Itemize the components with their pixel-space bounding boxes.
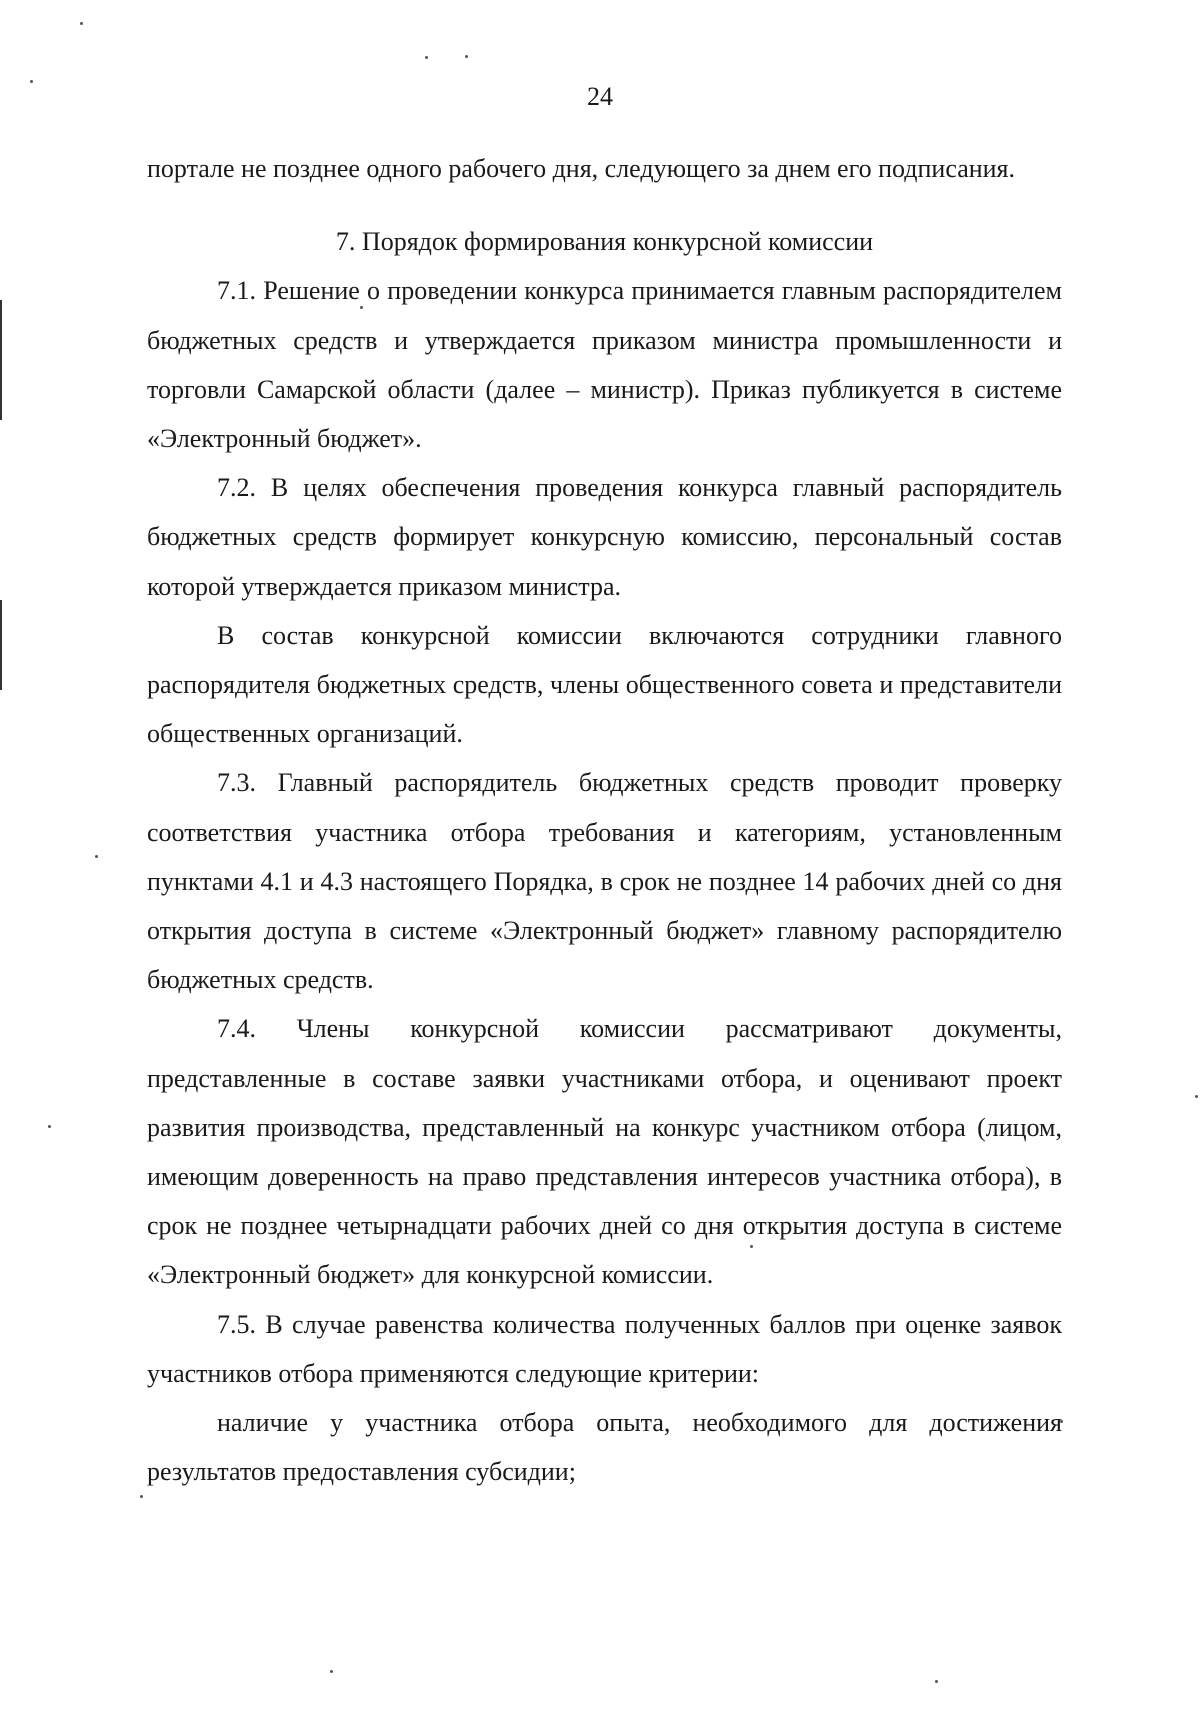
paragraph-7-5: 7.5. В случае равенства количества полученных баллов при оценке заявок участников отбора применяются следующие критерии: <box>147 1309 1062 1388</box>
paragraph-7-3: 7.3. Главный распорядитель бюджетных средств проводит проверку соответствия участника отбора требования и категориям, установленным пунктами 4.1 и 4.3 настоящего Порядка, в срок не позднее 14 рабочих дней со дня открытия доступа в системе «Электронный бюджет» главному распорядителю бюджетных средств. <box>147 768 1062 995</box>
scan-edge-mark <box>0 300 2 420</box>
paragraph-7-2: 7.2. В целях обеспечения проведения конкурса главный распорядитель бюджетных средств формирует конкурсную комиссию, персональный состав которой утверждается приказом министра. <box>147 473 1062 601</box>
scan-speck <box>935 1680 938 1683</box>
paragraph-criterion-experience: наличие у участника отбора опыта, необходимого для достижения результатов предоставления субсидии; <box>147 1408 1062 1487</box>
scan-speck <box>140 1495 143 1498</box>
scan-speck <box>80 22 83 25</box>
paragraph-continuation: порталe не позднее одного рабочего дня, следующего за днем его подписания. <box>147 154 1016 183</box>
scan-speck <box>48 1125 51 1128</box>
paragraph-7-4: 7.4. Члены конкурсной комиссии рассматривают документы, представленные в составе заявки участниками отбора, и оценивают проект развития производства, представленный на конкурс участником отбора (лицом, имеющим доверенность на право представления интересов участника отбора), в срок не позднее четырнадцати рабочих дней со дня открытия доступа в системе «Электронный бюджет» для конкурсной комиссии. <box>147 1014 1062 1290</box>
paragraph-commission-composition: В состав конкурсной комиссии включаются сотрудники главного распорядителя бюджетных средств, члены общественного совета и представители общественных организаций. <box>147 620 1062 749</box>
paragraph-7-1: 7.1. Решение о проведении конкурса принимается главным распорядителем бюджетных средств и утверждается приказом министра промышленности и торговли Самарской области (далее – министр). Приказ публикуется в системе «Электронный бюджет». <box>147 276 1062 454</box>
scan-speck <box>330 1670 333 1673</box>
section-heading: 7. Порядок формирования конкурсной комиссии <box>335 227 874 257</box>
scan-speck <box>425 56 428 59</box>
scan-edge-mark <box>0 600 2 690</box>
scan-speck <box>1195 1095 1198 1098</box>
scan-speck <box>95 855 98 858</box>
document-body <box>147 144 1062 1496</box>
page-number: 24 <box>587 82 613 111</box>
scan-speck <box>465 55 468 58</box>
